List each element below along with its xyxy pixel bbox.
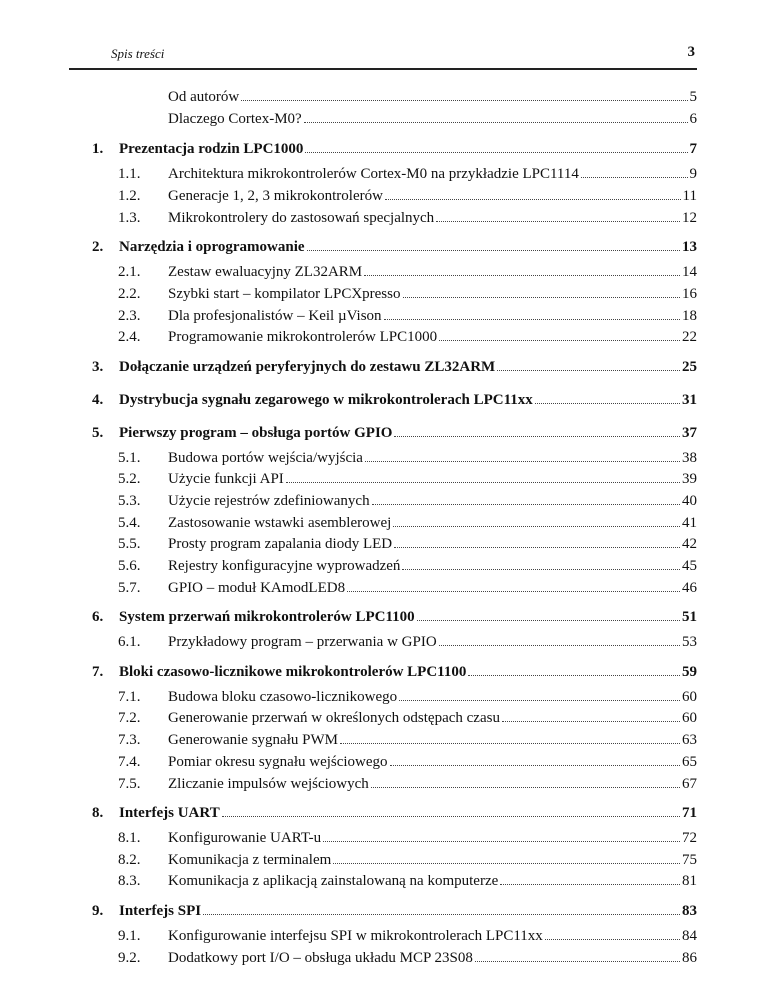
entry-title: Konfigurowanie UART-u — [168, 830, 322, 846]
dot-leader — [439, 632, 680, 646]
section-entry[interactable] — [0, 491, 697, 511]
entry-page: 6 — [689, 110, 697, 127]
entry-page: 59 — [682, 663, 697, 680]
entry-number: 8.1. — [118, 830, 141, 846]
entry-number: 5.3. — [118, 492, 141, 509]
entry-title: Zastosowanie wstawki asemblerowej — [168, 514, 392, 531]
entry-number: 5.6. — [118, 558, 141, 574]
entry-line — [168, 513, 697, 533]
section-entry[interactable] — [0, 534, 697, 554]
dot-leader — [497, 357, 680, 371]
entry-title: Użycie rejestrów zdefiniowanych — [168, 492, 370, 509]
entry-title: Architektura mikrokontrolerów Cortex-M0 na przykładzie LPC1114 — [168, 166, 579, 183]
entry-line — [168, 534, 697, 554]
entry-line — [168, 186, 697, 206]
section-entry[interactable] — [0, 774, 697, 794]
section-entry[interactable] — [0, 448, 697, 468]
dot-leader — [347, 578, 680, 592]
entry-page: 14 — [682, 264, 697, 281]
entry-title: Generowanie przerwań w określonych odstępach czasu — [168, 710, 500, 727]
entry-page: 9 — [689, 166, 697, 183]
entry-line — [119, 237, 697, 257]
dot-leader — [417, 607, 680, 621]
entry-title: Budowa bloku czasowo-licznikowego — [168, 688, 398, 705]
entry-number: 5.4. — [118, 514, 141, 531]
section-entry[interactable] — [0, 926, 697, 946]
dot-leader — [385, 186, 681, 200]
entry-line — [168, 87, 697, 107]
chapter-entry[interactable] — [0, 139, 697, 159]
entry-page: 45 — [682, 558, 697, 574]
dot-leader — [436, 208, 680, 222]
section-entry[interactable] — [0, 578, 697, 598]
entry-title: Komunikacja z aplikacją zainstalowaną na komputerze — [168, 873, 499, 890]
entry-number: 4. — [92, 391, 104, 408]
dot-leader — [535, 390, 680, 404]
section-entry[interactable] — [0, 948, 697, 968]
section-entry[interactable] — [0, 327, 697, 347]
section-entry[interactable] — [0, 687, 697, 707]
entry-number: 7.4. — [118, 753, 141, 770]
dot-leader — [475, 948, 680, 962]
entry-title: Generacje 1, 2, 3 mikrokontrolerów — [168, 188, 383, 205]
dot-leader — [439, 327, 680, 341]
entry-page: 5 — [689, 89, 697, 105]
entry-line — [168, 164, 697, 184]
entry-title: Komunikacja z terminalem — [168, 851, 332, 868]
entry-number: 5.5. — [118, 536, 141, 553]
entry-title: Dlaczego Cortex-M0? — [168, 110, 302, 127]
dot-leader — [371, 774, 680, 788]
entry-page: 46 — [682, 579, 697, 596]
entry-page: 16 — [682, 286, 697, 302]
section-entry[interactable] — [0, 208, 697, 228]
entry-page: 25 — [682, 358, 697, 375]
section-entry[interactable] — [0, 828, 697, 848]
entry-page: 60 — [682, 710, 697, 727]
entry-line — [168, 871, 697, 891]
section-entry[interactable] — [0, 284, 697, 304]
entry-page: 65 — [682, 753, 697, 770]
section-entry[interactable] — [0, 513, 697, 533]
entry-line — [168, 306, 697, 326]
entry-line — [119, 607, 697, 627]
entry-line — [168, 109, 697, 129]
entry-number: 2. — [92, 239, 104, 256]
chapter-entry[interactable] — [0, 423, 697, 443]
section-entry[interactable] — [0, 262, 697, 282]
entry-line — [168, 491, 697, 511]
entry-title: Szybki start – kompilator LPCXpresso — [168, 286, 401, 302]
entry-line — [119, 139, 697, 159]
section-entry[interactable] — [0, 186, 697, 206]
entry-line — [119, 662, 697, 682]
entry-number: 5.7. — [118, 579, 141, 596]
entry-number: 1.1. — [118, 166, 141, 183]
entry-line — [168, 850, 697, 870]
entry-number: 5.2. — [118, 471, 141, 488]
entry-line — [168, 730, 697, 750]
entry-title: Narzędzia i oprogramowanie — [119, 239, 305, 256]
entry-number: 1. — [92, 141, 104, 158]
entry-line — [168, 327, 697, 347]
entry-page: 18 — [682, 307, 697, 324]
entry-title: Zliczanie impulsów wejściowych — [168, 775, 369, 792]
entry-page: 71 — [682, 805, 697, 821]
entry-page: 63 — [682, 732, 697, 749]
entry-number: 6. — [92, 609, 104, 626]
entry-line — [168, 948, 697, 968]
entry-line — [168, 284, 697, 304]
entry-line — [168, 262, 697, 282]
entry-title: Dystrybucja sygnału zegarowego w mikrokontrolerach LPC11xx — [119, 391, 533, 408]
entry-number: 2.4. — [118, 329, 141, 346]
entry-title: Dla profesjonalistów – Keil µVison — [168, 307, 382, 324]
section-entry[interactable] — [0, 730, 697, 750]
entry-number: 7.1. — [118, 688, 141, 705]
page-header — [69, 40, 697, 70]
entry-title: Dodatkowy port I/O – obsługa układu MCP 23S08 — [168, 949, 473, 966]
dot-leader — [394, 423, 680, 437]
entry-page: 39 — [682, 471, 697, 488]
entry-number: 7.2. — [118, 710, 141, 727]
entry-page: 40 — [682, 492, 697, 509]
entry-page: 31 — [682, 391, 697, 408]
section-entry[interactable] — [0, 164, 697, 184]
entry-line — [168, 828, 697, 848]
dot-leader — [468, 662, 680, 676]
entry-title: Przykładowy program – przerwania w GPIO — [168, 634, 437, 651]
entry-title: Interfejs SPI — [119, 902, 202, 919]
entry-title: Rejestry konfiguracyjne wyprowadzeń — [168, 558, 401, 574]
chapter-entry[interactable] — [0, 607, 697, 627]
entry-line — [119, 423, 697, 443]
dot-leader — [581, 164, 688, 178]
entry-number: 2.1. — [118, 264, 141, 281]
dot-leader — [502, 708, 680, 722]
entry-title: Budowa portów wejścia/wyjścia — [168, 449, 363, 466]
front-matter-entry[interactable] — [0, 87, 697, 107]
entry-title: Dołączanie urządzeń peryferyjnych do zestawu ZL32ARM — [119, 358, 496, 375]
dot-leader — [304, 109, 688, 123]
entry-page: 72 — [682, 830, 697, 846]
entry-title: Zestaw ewaluacyjny ZL32ARM — [168, 264, 363, 281]
entry-title: Bloki czasowo-licznikowe mikrokontrolerów LPC1100 — [119, 663, 467, 680]
dot-leader — [394, 534, 680, 548]
dot-leader — [365, 448, 680, 462]
entry-line — [168, 708, 697, 728]
entry-page: 83 — [682, 902, 697, 919]
entry-number: 7. — [92, 663, 104, 680]
entry-number: 8.3. — [118, 873, 141, 890]
dot-leader — [402, 556, 680, 570]
entry-title: Użycie funkcji API — [168, 471, 284, 488]
dot-leader — [500, 871, 680, 885]
entry-line — [168, 208, 697, 228]
entry-number: 1.3. — [118, 209, 141, 226]
dot-leader — [399, 687, 680, 701]
entry-line — [168, 926, 697, 946]
entry-page: 60 — [682, 688, 697, 705]
entry-title: Pomiar okresu sygnału wejściowego — [168, 753, 388, 770]
entry-line — [119, 901, 697, 921]
dot-leader — [241, 87, 687, 101]
entry-page: 12 — [682, 209, 697, 226]
entry-title: Generowanie sygnału PWM — [168, 732, 338, 749]
entry-line — [119, 803, 697, 823]
section-entry[interactable] — [0, 708, 697, 728]
chapter-entry[interactable] — [0, 357, 697, 377]
entry-line — [119, 390, 697, 410]
dot-leader — [372, 491, 680, 505]
dot-leader — [305, 139, 687, 153]
entry-page: 11 — [682, 188, 697, 205]
entry-number: 7.5. — [118, 775, 141, 792]
dot-leader — [307, 237, 680, 251]
entry-number: 1.2. — [118, 188, 141, 205]
entry-page: 41 — [682, 514, 697, 531]
entry-number: 3. — [92, 358, 104, 375]
entry-page: 38 — [682, 449, 697, 466]
entry-page: 86 — [682, 949, 697, 966]
dot-leader — [545, 926, 680, 940]
entry-line — [168, 632, 697, 652]
entry-title: Od autorów — [168, 89, 240, 105]
entry-line — [168, 774, 697, 794]
entry-number: 9.1. — [118, 927, 141, 944]
page-number: 3 — [687, 44, 695, 60]
entry-number: 7.3. — [118, 732, 141, 749]
entry-title: System przerwań mikrokontrolerów LPC1100 — [119, 609, 415, 626]
chapter-entry[interactable] — [0, 662, 697, 682]
entry-title: GPIO – moduł KAmodLED8 — [168, 579, 346, 596]
entry-page: 42 — [682, 536, 697, 553]
entry-line — [119, 357, 697, 377]
entry-page: 67 — [682, 775, 697, 792]
entry-line — [168, 448, 697, 468]
section-entry[interactable] — [0, 469, 697, 489]
chapter-entry[interactable] — [0, 390, 697, 410]
entry-number: 9. — [92, 902, 104, 919]
dot-leader — [384, 306, 680, 320]
entry-page: 22 — [682, 329, 697, 346]
dot-leader — [222, 803, 680, 817]
entry-line — [168, 469, 697, 489]
dot-leader — [340, 730, 680, 744]
section-entry[interactable] — [0, 871, 697, 891]
entry-number: 5.1. — [118, 449, 141, 466]
entry-title: Prosty program zapalania diody LED — [168, 536, 393, 553]
entry-line — [168, 687, 697, 707]
entry-page: 84 — [682, 927, 697, 944]
entry-page: 81 — [682, 873, 697, 890]
dot-leader — [323, 828, 680, 842]
entry-number: 6.1. — [118, 634, 141, 651]
section-entry[interactable] — [0, 850, 697, 870]
entry-line — [168, 556, 697, 576]
dot-leader — [390, 752, 680, 766]
entry-number: 8.2. — [118, 851, 141, 868]
chapter-entry[interactable] — [0, 901, 697, 921]
entry-page: 51 — [682, 609, 697, 626]
entry-number: 2.3. — [118, 307, 141, 324]
entry-title: Interfejs UART — [119, 805, 220, 821]
dot-leader — [286, 469, 680, 483]
entry-title: Programowanie mikrokontrolerów LPC1000 — [168, 329, 438, 346]
section-entry[interactable] — [0, 306, 697, 326]
entry-number: 2.2. — [118, 286, 141, 302]
chapter-entry[interactable] — [0, 237, 697, 257]
entry-title: Prezentacja rodzin LPC1000 — [119, 141, 304, 158]
entry-line — [168, 578, 697, 598]
section-entry[interactable] — [0, 752, 697, 772]
entry-line — [168, 752, 697, 772]
dot-leader — [393, 513, 680, 527]
entry-number: 9.2. — [118, 949, 141, 966]
section-entry[interactable] — [0, 632, 697, 652]
dot-leader — [403, 284, 681, 298]
chapter-entry[interactable] — [0, 803, 697, 823]
dot-leader — [364, 262, 680, 276]
running-title: Spis treści — [111, 46, 165, 61]
front-matter-entry[interactable] — [0, 109, 697, 129]
entry-title: Mikrokontrolery do zastosowań specjalnych — [168, 209, 435, 226]
entry-title: Pierwszy program – obsługa portów GPIO — [119, 424, 393, 441]
entry-number: 5. — [92, 424, 104, 441]
entry-title: Konfigurowanie interfejsu SPI w mikrokontrolerach LPC11xx — [168, 927, 543, 944]
entry-page: 75 — [682, 851, 697, 868]
entry-page: 7 — [689, 141, 697, 158]
dot-leader — [333, 850, 680, 864]
entry-number: 8. — [92, 805, 104, 821]
entry-page: 53 — [682, 634, 697, 651]
entry-page: 13 — [682, 239, 697, 256]
entry-page: 37 — [682, 424, 697, 441]
dot-leader — [203, 901, 680, 915]
section-entry[interactable] — [0, 556, 697, 576]
